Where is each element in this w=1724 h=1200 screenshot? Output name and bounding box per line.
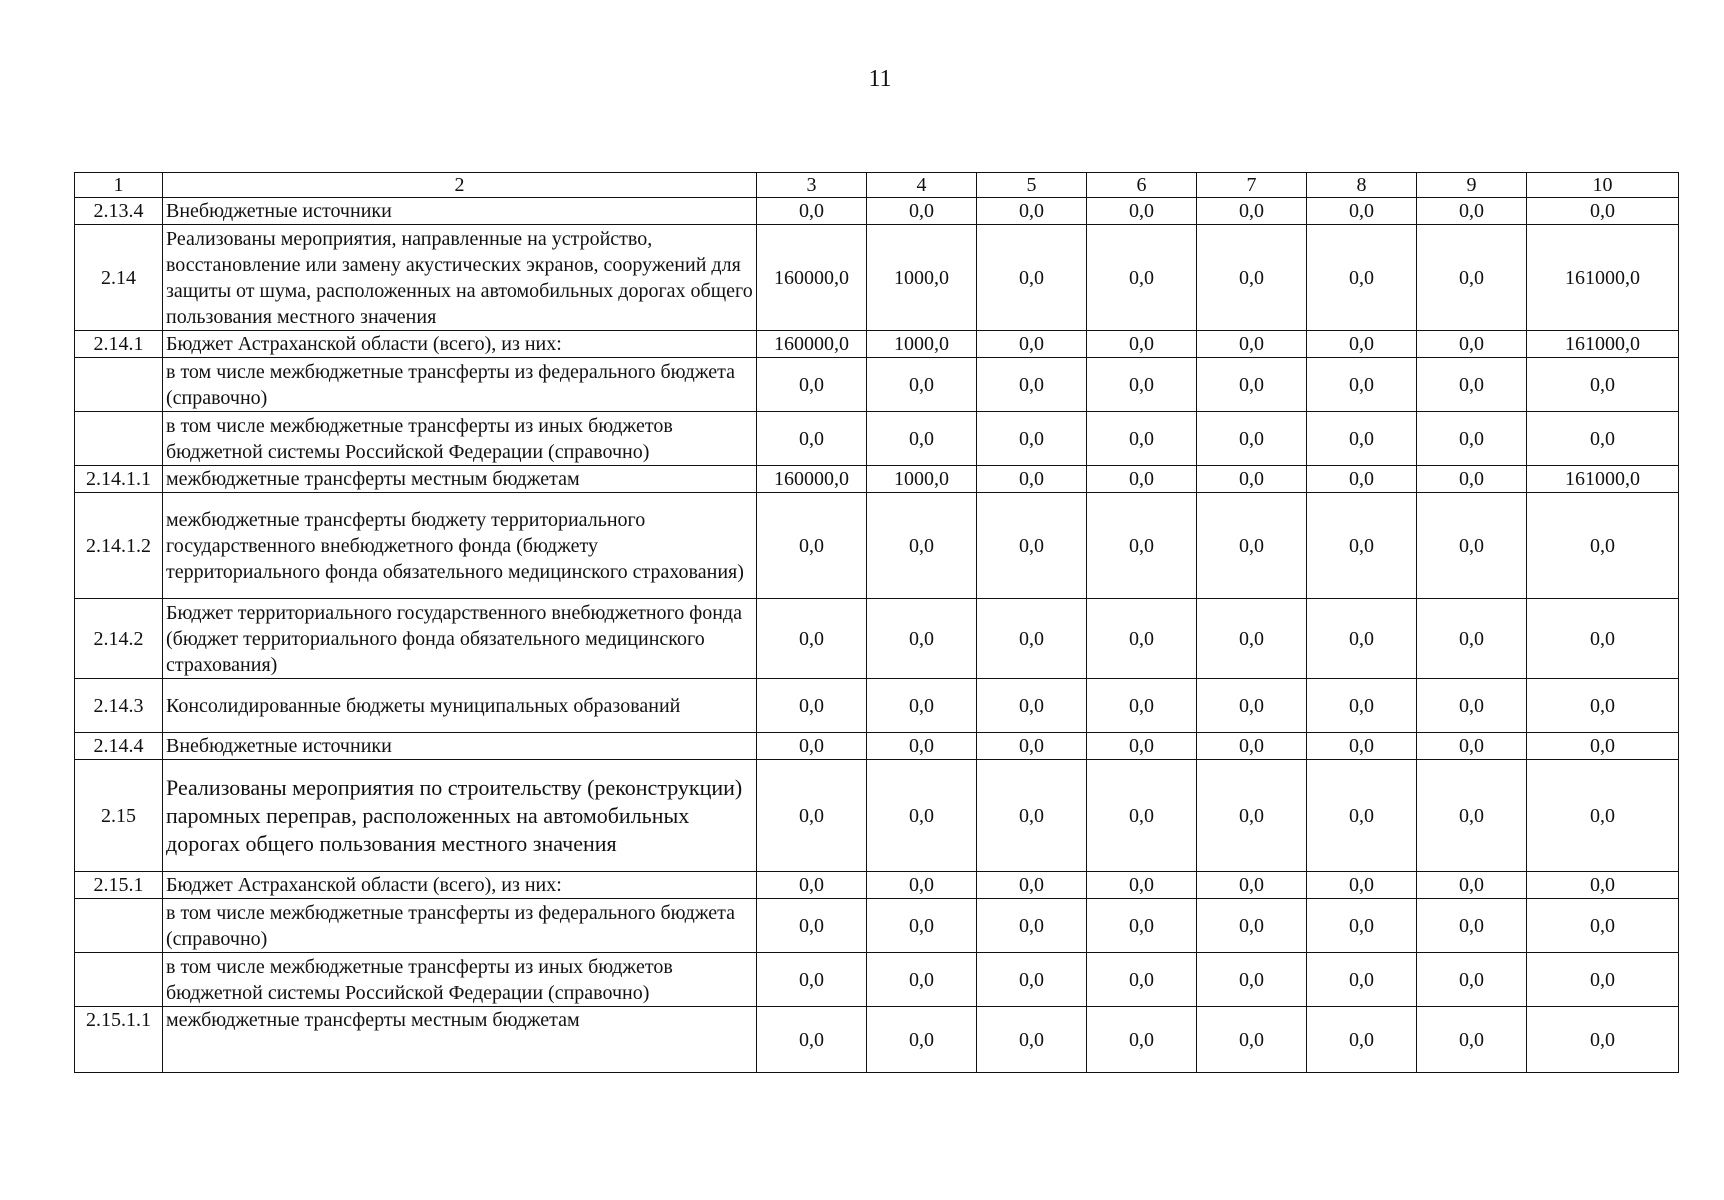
row-description: Реализованы мероприятия, направленные на устройство, восстановление или замену акустических экранов, сооружений для защиты от шума, расположенных на автомобильных дорогах общего пользования местного значения: [163, 225, 757, 331]
value-cell: 0,0: [1417, 331, 1527, 358]
value-cell: 0,0: [757, 1007, 867, 1073]
value-cell: 0,0: [867, 358, 977, 412]
row-code: 2.14.4: [75, 733, 163, 760]
value-cell: 0,0: [1197, 872, 1307, 899]
value-cell: 0,0: [1087, 466, 1197, 493]
row-description: Реализованы мероприятия по строительству (реконструкции) паромных переправ, расположенных на автомобильных дорогах общего пользования местного значения: [163, 760, 757, 872]
value-cell: 0,0: [1527, 899, 1679, 953]
row-code: 2.14.1: [75, 331, 163, 358]
value-cell: 0,0: [867, 953, 977, 1007]
value-cell: 0,0: [757, 760, 867, 872]
value-cell: 0,0: [1087, 198, 1197, 225]
table-row: [75, 599, 1679, 679]
row-description: в том числе межбюджетные трансферты из иных бюджетов бюджетной системы Российской Федерации (справочно): [163, 412, 757, 466]
value-cell: 0,0: [1197, 198, 1307, 225]
value-cell: 0,0: [1527, 358, 1679, 412]
row-code: [75, 412, 163, 466]
value-cell: 0,0: [1307, 760, 1417, 872]
table-row: [75, 953, 1679, 1007]
row-description: межбюджетные трансферты местным бюджетам: [163, 1007, 757, 1073]
row-description: Внебюджетные источники: [163, 198, 757, 225]
value-cell: 0,0: [1527, 1007, 1679, 1073]
value-cell: 0,0: [1527, 679, 1679, 733]
value-cell: 1000,0: [867, 225, 977, 331]
value-cell: 0,0: [1087, 872, 1197, 899]
value-cell: 0,0: [1527, 953, 1679, 1007]
table-row: [75, 872, 1679, 899]
value-cell: 0,0: [1197, 899, 1307, 953]
header-cell: 7: [1197, 173, 1307, 198]
value-cell: 0,0: [1087, 599, 1197, 679]
row-code: 2.14.3: [75, 679, 163, 733]
budget-table: [74, 172, 1679, 1073]
value-cell: 0,0: [757, 679, 867, 733]
table-row: [75, 331, 1679, 358]
value-cell: 0,0: [1527, 733, 1679, 760]
row-description: межбюджетные трансферты местным бюджетам: [163, 466, 757, 493]
value-cell: 0,0: [977, 733, 1087, 760]
value-cell: 0,0: [757, 358, 867, 412]
value-cell: 0,0: [1197, 331, 1307, 358]
value-cell: 0,0: [867, 733, 977, 760]
value-cell: 0,0: [1307, 1007, 1417, 1073]
value-cell: 0,0: [867, 599, 977, 679]
value-cell: 0,0: [1307, 679, 1417, 733]
value-cell: 0,0: [977, 1007, 1087, 1073]
value-cell: 0,0: [1417, 872, 1527, 899]
value-cell: 0,0: [757, 599, 867, 679]
row-description: в том числе межбюджетные трансферты из федерального бюджета (справочно): [163, 899, 757, 953]
row-code: 2.14: [75, 225, 163, 331]
table-row: [75, 733, 1679, 760]
value-cell: 0,0: [1417, 466, 1527, 493]
value-cell: 0,0: [977, 412, 1087, 466]
row-code: 2.13.4: [75, 198, 163, 225]
value-cell: 0,0: [1087, 225, 1197, 331]
value-cell: 0,0: [1197, 733, 1307, 760]
value-cell: 0,0: [1197, 599, 1307, 679]
row-code: [75, 899, 163, 953]
value-cell: 0,0: [1307, 225, 1417, 331]
value-cell: 0,0: [757, 198, 867, 225]
value-cell: 0,0: [977, 493, 1087, 599]
value-cell: 0,0: [1197, 679, 1307, 733]
value-cell: 0,0: [977, 358, 1087, 412]
value-cell: 0,0: [1197, 466, 1307, 493]
value-cell: 0,0: [1197, 493, 1307, 599]
table-row: [75, 899, 1679, 953]
table-row: [75, 225, 1679, 331]
value-cell: 0,0: [1417, 493, 1527, 599]
page-number: 11: [868, 66, 892, 92]
table-row: [75, 1007, 1679, 1073]
table-row: [75, 358, 1679, 412]
value-cell: 0,0: [867, 412, 977, 466]
header-cell: 5: [977, 173, 1087, 198]
row-description: в том числе межбюджетные трансферты из иных бюджетов бюджетной системы Российской Федерации (справочно): [163, 953, 757, 1007]
value-cell: 0,0: [1307, 953, 1417, 1007]
value-cell: 0,0: [1417, 953, 1527, 1007]
row-code: 2.14.1.1: [75, 466, 163, 493]
value-cell: 0,0: [867, 899, 977, 953]
row-description: Бюджет Астраханской области (всего), из них:: [163, 872, 757, 899]
value-cell: 0,0: [867, 679, 977, 733]
value-cell: 0,0: [1527, 198, 1679, 225]
header-cell: 3: [757, 173, 867, 198]
value-cell: 0,0: [977, 225, 1087, 331]
value-cell: 160000,0: [757, 466, 867, 493]
row-description: Бюджет территориального государственного внебюджетного фонда (бюджет территориального фонда обязательного медицинского страхования): [163, 599, 757, 679]
value-cell: 0,0: [1527, 760, 1679, 872]
value-cell: 0,0: [1527, 493, 1679, 599]
value-cell: 0,0: [1087, 331, 1197, 358]
value-cell: 0,0: [1307, 872, 1417, 899]
row-code: [75, 358, 163, 412]
value-cell: 0,0: [1087, 760, 1197, 872]
row-code: 2.15.1: [75, 872, 163, 899]
value-cell: 0,0: [757, 899, 867, 953]
table-row: [75, 466, 1679, 493]
value-cell: 161000,0: [1527, 225, 1679, 331]
table-row: [75, 198, 1679, 225]
value-cell: 0,0: [977, 466, 1087, 493]
value-cell: 0,0: [1417, 198, 1527, 225]
value-cell: 0,0: [1197, 225, 1307, 331]
row-code: 2.15: [75, 760, 163, 872]
value-cell: 0,0: [1307, 733, 1417, 760]
row-code: 2.14.1.2: [75, 493, 163, 599]
value-cell: 0,0: [1087, 679, 1197, 733]
value-cell: 0,0: [1087, 358, 1197, 412]
row-description: в том числе межбюджетные трансферты из федерального бюджета (справочно): [163, 358, 757, 412]
value-cell: 161000,0: [1527, 466, 1679, 493]
value-cell: 0,0: [757, 953, 867, 1007]
header-cell: 6: [1087, 173, 1197, 198]
value-cell: 0,0: [757, 733, 867, 760]
value-cell: 0,0: [1197, 358, 1307, 412]
value-cell: 0,0: [1417, 760, 1527, 872]
value-cell: 0,0: [977, 198, 1087, 225]
value-cell: 0,0: [1307, 412, 1417, 466]
value-cell: 0,0: [867, 493, 977, 599]
header-cell: 4: [867, 173, 977, 198]
value-cell: 0,0: [1087, 412, 1197, 466]
table-row: [75, 493, 1679, 599]
table-row: [75, 760, 1679, 872]
value-cell: 0,0: [1087, 733, 1197, 760]
value-cell: 0,0: [1197, 1007, 1307, 1073]
value-cell: 0,0: [1307, 493, 1417, 599]
value-cell: 0,0: [1527, 599, 1679, 679]
value-cell: 0,0: [1527, 872, 1679, 899]
value-cell: 0,0: [977, 872, 1087, 899]
header-cell: 2: [163, 173, 757, 198]
value-cell: 0,0: [757, 872, 867, 899]
value-cell: 0,0: [977, 953, 1087, 1007]
value-cell: 161000,0: [1527, 331, 1679, 358]
value-cell: 0,0: [1417, 899, 1527, 953]
value-cell: 0,0: [977, 760, 1087, 872]
row-code: 2.14.2: [75, 599, 163, 679]
value-cell: 0,0: [1197, 412, 1307, 466]
value-cell: 0,0: [1417, 679, 1527, 733]
value-cell: 0,0: [1087, 953, 1197, 1007]
value-cell: 0,0: [1087, 1007, 1197, 1073]
value-cell: 1000,0: [867, 466, 977, 493]
row-description: Бюджет Астраханской области (всего), из них:: [163, 331, 757, 358]
value-cell: 0,0: [1417, 225, 1527, 331]
value-cell: 160000,0: [757, 331, 867, 358]
value-cell: 0,0: [1307, 198, 1417, 225]
value-cell: 1000,0: [867, 331, 977, 358]
header-cell: 8: [1307, 173, 1417, 198]
value-cell: 0,0: [1417, 599, 1527, 679]
value-cell: 0,0: [867, 198, 977, 225]
row-description: Внебюджетные источники: [163, 733, 757, 760]
value-cell: 0,0: [867, 872, 977, 899]
value-cell: 0,0: [1307, 899, 1417, 953]
table-row: [75, 679, 1679, 733]
value-cell: 0,0: [757, 412, 867, 466]
row-description: межбюджетные трансферты бюджету территориального государственного внебюджетного фонда (бюджету территориального фонда обязательного медицинского страхования): [163, 493, 757, 599]
value-cell: 0,0: [867, 760, 977, 872]
value-cell: 0,0: [1417, 733, 1527, 760]
value-cell: 0,0: [1307, 599, 1417, 679]
value-cell: 0,0: [1417, 1007, 1527, 1073]
table-row: [75, 412, 1679, 466]
value-cell: 0,0: [1197, 953, 1307, 1007]
value-cell: 0,0: [1417, 412, 1527, 466]
value-cell: 0,0: [977, 899, 1087, 953]
value-cell: 0,0: [1307, 466, 1417, 493]
value-cell: 0,0: [867, 1007, 977, 1073]
value-cell: 0,0: [757, 493, 867, 599]
value-cell: 0,0: [977, 679, 1087, 733]
header-cell: 9: [1417, 173, 1527, 198]
header-row: [75, 173, 1679, 198]
value-cell: 0,0: [1087, 493, 1197, 599]
value-cell: 0,0: [1197, 760, 1307, 872]
value-cell: 0,0: [1307, 331, 1417, 358]
row-code: 2.15.1.1: [75, 1007, 163, 1073]
value-cell: 0,0: [977, 331, 1087, 358]
row-description: Консолидированные бюджеты муниципальных образований: [163, 679, 757, 733]
header-cell: 10: [1527, 173, 1679, 198]
value-cell: 0,0: [1307, 358, 1417, 412]
value-cell: 0,0: [1417, 358, 1527, 412]
value-cell: 160000,0: [757, 225, 867, 331]
value-cell: 0,0: [1087, 899, 1197, 953]
value-cell: 0,0: [977, 599, 1087, 679]
header-cell: 1: [75, 173, 163, 198]
value-cell: 0,0: [1527, 412, 1679, 466]
row-code: [75, 953, 163, 1007]
